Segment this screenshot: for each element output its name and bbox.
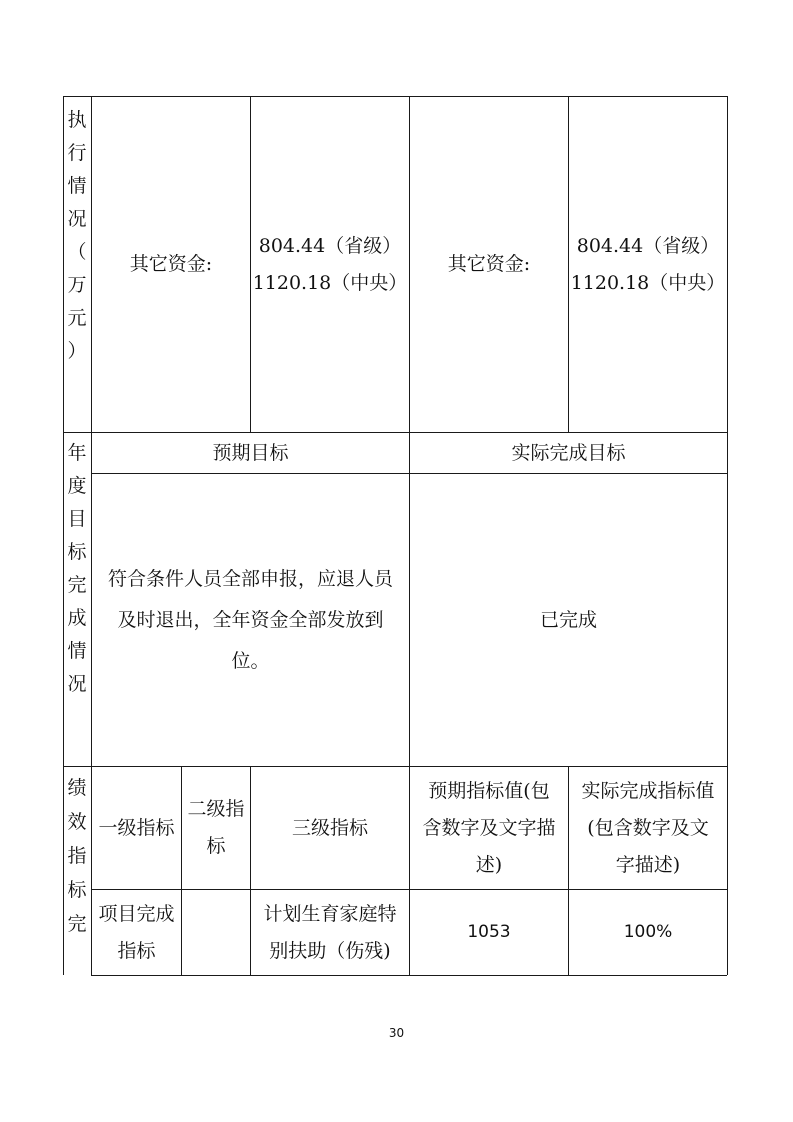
perf-row1-actual: 100% — [623, 922, 673, 942]
grid-line — [727, 96, 728, 975]
perf-row1-level3: 计划生育家庭特 别扶助（伤残) — [263, 902, 397, 962]
perf-header-level3: 三级指标 — [291, 816, 368, 839]
perf-row1-expected: 1053 — [467, 922, 511, 942]
goal-expected-text: 符合条件人员全部申报，应退人员 及时退出，全年资金全部发放到 位。 — [107, 567, 393, 672]
goal-expected-header: 预期目标 — [212, 441, 289, 464]
grid-line — [91, 975, 727, 976]
exec-left-value: 804.44（省级） 1120.18（中央） — [252, 234, 408, 294]
perf-header-level2: 二级指 标 — [187, 798, 245, 857]
perf-header-actual: 实际完成指标值 (包含数字及文 字描述) — [581, 779, 715, 876]
exec-right-value: 804.44（省级） 1120.18（中央） — [570, 234, 726, 294]
goal-side-label: 年 度 目 标 完 成 情 况 — [67, 442, 87, 695]
goal-actual-header: 实际完成目标 — [511, 441, 626, 464]
perf-row1-level1: 项目完成 指标 — [98, 902, 175, 962]
exec-right-label: 其它资金: — [447, 253, 531, 275]
perf-row1-level2 — [182, 890, 250, 975]
perf-side-label: 绩 效 指 标 完 — [67, 777, 87, 935]
exec-left-label: 其它资金: — [129, 253, 213, 275]
perf-header-expected: 预期指标值(包 含数字及文字描 述) — [422, 779, 556, 876]
perf-header-level1: 一级指标 — [98, 816, 175, 839]
page-number: 30 — [388, 1026, 405, 1040]
goal-actual-text: 已完成 — [539, 608, 597, 631]
exec-side-label: 执 行 情 况 （ 万 元 ） — [67, 109, 87, 362]
